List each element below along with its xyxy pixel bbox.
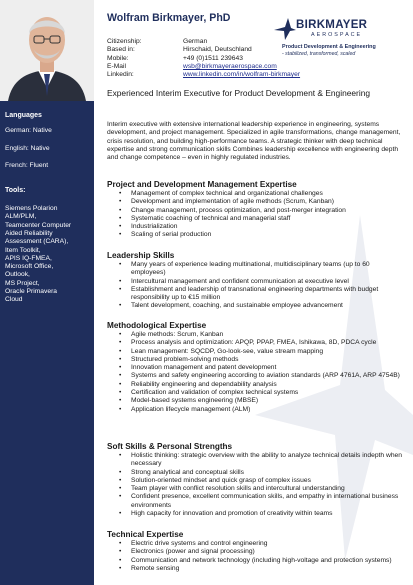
bullet-item: • Establishment and leadership of transnational engineering departments with budget responsibility up to €15 million	[107, 286, 402, 303]
bullet-item: • Process analysis and optimization: APQP, PPAP, FMEA, Ishikawa, 8D, PDCA cycle	[107, 339, 402, 347]
bullet-item: • Systematic coaching of technical and managerial staff	[107, 215, 402, 223]
mobile-label: Mobile:	[107, 55, 129, 62]
tool-item: Assessment (CARA),	[5, 238, 69, 246]
citizenship-label: Citizenship:	[107, 38, 142, 45]
language-english: English: Native	[5, 145, 50, 152]
language-german: German: Native	[5, 127, 52, 134]
bullet-item: • Intercultural management and confident communication at executive level	[107, 278, 402, 286]
tool-item: ALM/PLM,	[5, 213, 37, 221]
tool-item: Item Toolkit,	[5, 246, 41, 254]
email-label: E-Mail	[107, 63, 126, 70]
bullet-item: • Certification and validation of complex technical systems	[107, 389, 402, 397]
bullet-item: • Holistic thinking: strategic overview with the ability to analyze technical details indepth when necessary	[107, 452, 402, 469]
logo-sub: AEROSPACE	[311, 32, 363, 38]
section-list-project	[107, 190, 402, 240]
bullet-item: • Electric drive systems and control engineering	[107, 540, 402, 548]
linkedin-label: Linkedin:	[107, 71, 134, 78]
linkedin-link[interactable]	[183, 71, 300, 79]
bullet-item: • Communication and network technology (including high-voltage and protection systems)	[107, 557, 402, 565]
bullet-item: • Electronics (power and signal processing)	[107, 548, 402, 556]
bullet-item: • Model-based systems engineering (MBSE)	[107, 397, 402, 405]
profile-summary: Interim executive with extensive international leadership experience in engineering, systems development, and project management. Specialized in agile transformations, change management, crisis resolution, and building high-performance teams. A strategic thinker with deep technical expertise and strong communication skills Combines leadership excellence with engineering depth and change competence – even in highly regulated industries.	[107, 121, 401, 162]
bullet-item: • Team player with conflict resolution skills and intercultural understanding	[107, 485, 402, 493]
section-title-leadership: Leadership Skills	[107, 251, 175, 260]
tool-item: Siemens Polarion	[5, 205, 58, 212]
logo-tagline-2: - stabilized, transformed, scaled	[282, 51, 356, 57]
email-link-text[interactable]: wsb@birkmayeraerospace.com	[183, 63, 277, 70]
bullet-item: • Systems and safety engineering according to aviation standards (ARP 4761A, ARP 4754B)	[107, 372, 402, 380]
bullet-item: • Application lifecycle management (ALM)	[107, 406, 402, 414]
bullet-item: • Industrialization	[107, 223, 402, 231]
bullet-item: • Structured problem-solving methods	[107, 356, 402, 364]
tool-item: Outlook,	[5, 271, 30, 279]
bullet-item: • Strong analytical and conceptual skills	[107, 469, 402, 477]
tool-item: Microsoft Office,	[5, 263, 54, 271]
bullet-item: • Innovation management and patent development	[107, 364, 402, 372]
location-value: Hirschaid, Deutschland	[183, 46, 252, 53]
bullet-item: • Confident presence, excellent communication skills, and empathy in international business environments	[107, 493, 402, 510]
bullet-item: • Change management, process optimization, and post-merger integration	[107, 207, 402, 215]
logo-brand: BIRKMAYER	[296, 19, 368, 31]
languages-heading: Languages	[5, 112, 42, 119]
tool-item: Cloud	[5, 296, 23, 304]
section-list-soft-skills	[107, 452, 402, 518]
location-label: Based in:	[107, 46, 135, 53]
language-french: French: Fluent	[5, 162, 49, 169]
profile-title: Experienced Interim Executive for Product Development & Engineering	[107, 88, 371, 98]
section-list-leadership	[107, 261, 402, 311]
bullet-item: • Remote sensing	[107, 565, 402, 573]
section-title-soft-skills: Soft Skills & Personal Strengths	[107, 442, 233, 451]
section-list-technical	[107, 540, 402, 573]
bullet-item: • Reliability engineering and dependability analysis	[107, 381, 402, 389]
profile-photo	[0, 0, 94, 101]
tool-item: Teamcenter Computer	[5, 221, 72, 229]
tool-item: APIS IQ-FMEA,	[5, 254, 52, 262]
tools-heading: Tools:	[5, 187, 26, 194]
section-title-project: Project and Development Management Expertise	[107, 180, 297, 189]
section-title-methodological: Methodological Expertise	[107, 321, 207, 330]
bullet-item: • Development and implementation of agile methods (Scrum, Kanban)	[107, 198, 402, 206]
bullet-item: • High capacity for innovation and promotion of creativity within teams	[107, 510, 402, 518]
bullet-item: • Lean management: SQCDP, Go-look-see, value stream mapping	[107, 348, 402, 356]
bullet-item: • Scaling of serial production	[107, 231, 402, 239]
section-title-technical: Technical Expertise	[107, 530, 184, 539]
logo-tagline-1: Product Development & Engineering	[282, 44, 376, 50]
bullet-item: • Talent development, coaching, and sustainable employee advancement	[107, 302, 402, 310]
linkedin-link-text[interactable]: www.linkedin.com/in/wolfram-birkmayer	[183, 71, 301, 78]
sidebar	[0, 0, 94, 585]
tool-item: Aided Reliability	[5, 229, 53, 237]
birkmayer-logo-icon	[274, 18, 296, 40]
bullet-item: • Many years of experience leading multinational, multidisciplinary teams (up to 60 employees)	[107, 261, 402, 278]
mobile-value: +49 (0)1511 239643	[183, 55, 243, 62]
tool-item: Oracle Primavera	[5, 288, 58, 295]
bullet-item: • Management of complex technical and organizational challenges	[107, 190, 402, 198]
citizenship-value: German	[183, 38, 208, 45]
tool-item: MS Project,	[5, 279, 40, 287]
bullet-item: • Solution-oriented mindset and quick grasp of complex issues	[107, 477, 402, 485]
candidate-name: Wolfram Birkmayer, PhD	[107, 12, 231, 24]
bullet-item: • Agile methods: Scrum, Kanban	[107, 331, 402, 339]
section-list-methodological	[107, 331, 402, 414]
